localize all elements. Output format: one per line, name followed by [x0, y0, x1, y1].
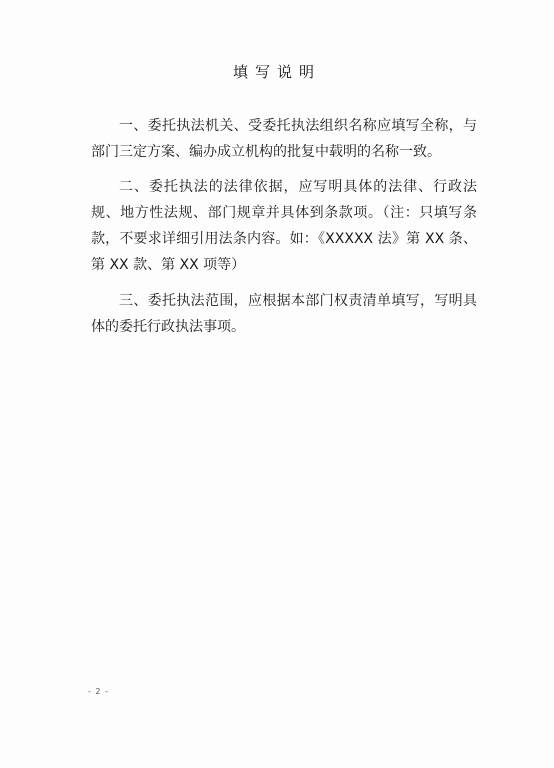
document-title: 填写说明 — [232, 63, 321, 81]
page-number: - 2 - — [88, 687, 109, 696]
instruction-paragraph-3: 三、委托执法范围，应根据本部门权责清单填写，写明具体的委托行政执法事项。 — [91, 293, 477, 335]
instruction-paragraph-2: 二、委托执法的法律依据，应写明具体的法律、行政法规、地方性法规、部门规章并具体到条款项。（注：只填写条款，不要求详细引用法条内容。如：《XXXXX 法》第 XX 条、第 XX 款、第 XX 项等） — [91, 179, 477, 273]
instruction-paragraph-1: 一、委托执法机关、受委托执法组织名称应填写全称，与部门三定方案、编办成立机构的批复中载明的名称一致。 — [91, 118, 477, 160]
